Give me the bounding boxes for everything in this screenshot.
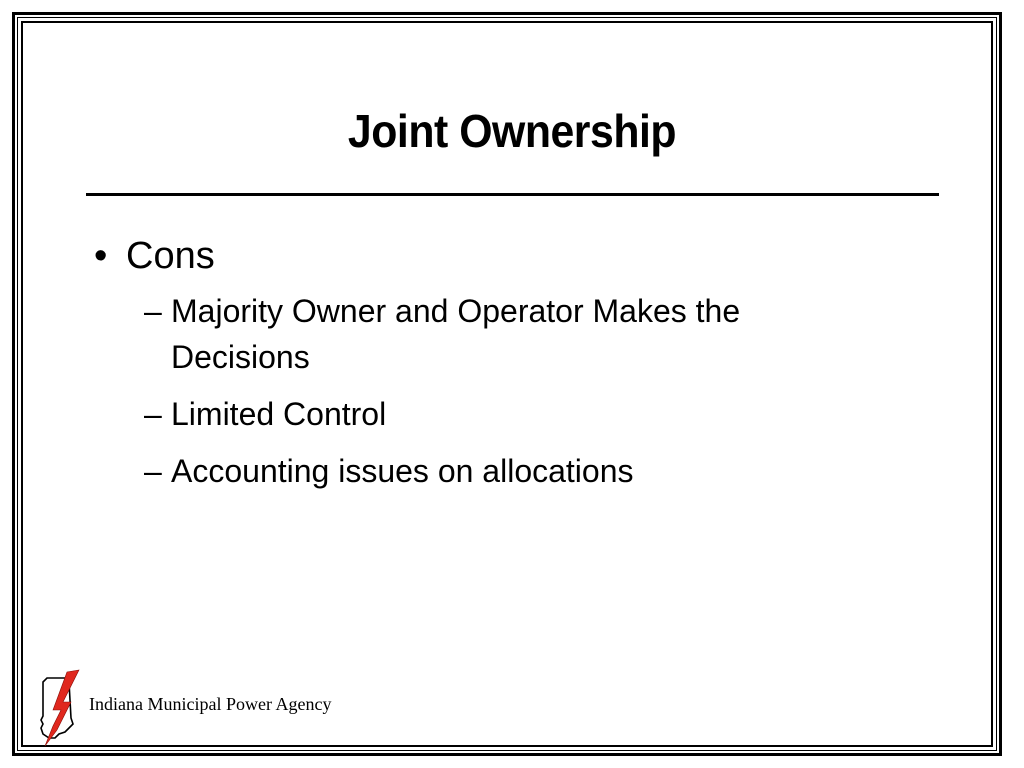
sub-bullet-list [144, 288, 914, 494]
bullet-cons [94, 232, 914, 280]
sub-bullet-item [144, 391, 914, 437]
bullet-marker: • [94, 235, 108, 277]
title-divider [86, 193, 939, 196]
sub-bullet-text: Majority Owner and Operator Makes the Decisions [171, 293, 741, 375]
sub-bullet-item [144, 448, 914, 494]
slide-title: Joint Ownership [347, 105, 677, 157]
sub-bullet-marker: – [144, 396, 162, 432]
sub-bullet-text: Limited Control [171, 396, 387, 432]
bullet-list [94, 232, 914, 505]
bullet-text: Cons [126, 235, 215, 277]
sub-bullet-text: Accounting issues on allocations [171, 453, 634, 489]
sub-bullet-marker: – [144, 453, 162, 489]
indiana-lightning-logo-icon [37, 668, 85, 748]
sub-bullet-item [144, 288, 914, 380]
footer [37, 668, 331, 748]
organization-name: Indiana Municipal Power Agency [89, 693, 332, 714]
sub-bullet-marker: – [144, 293, 162, 329]
